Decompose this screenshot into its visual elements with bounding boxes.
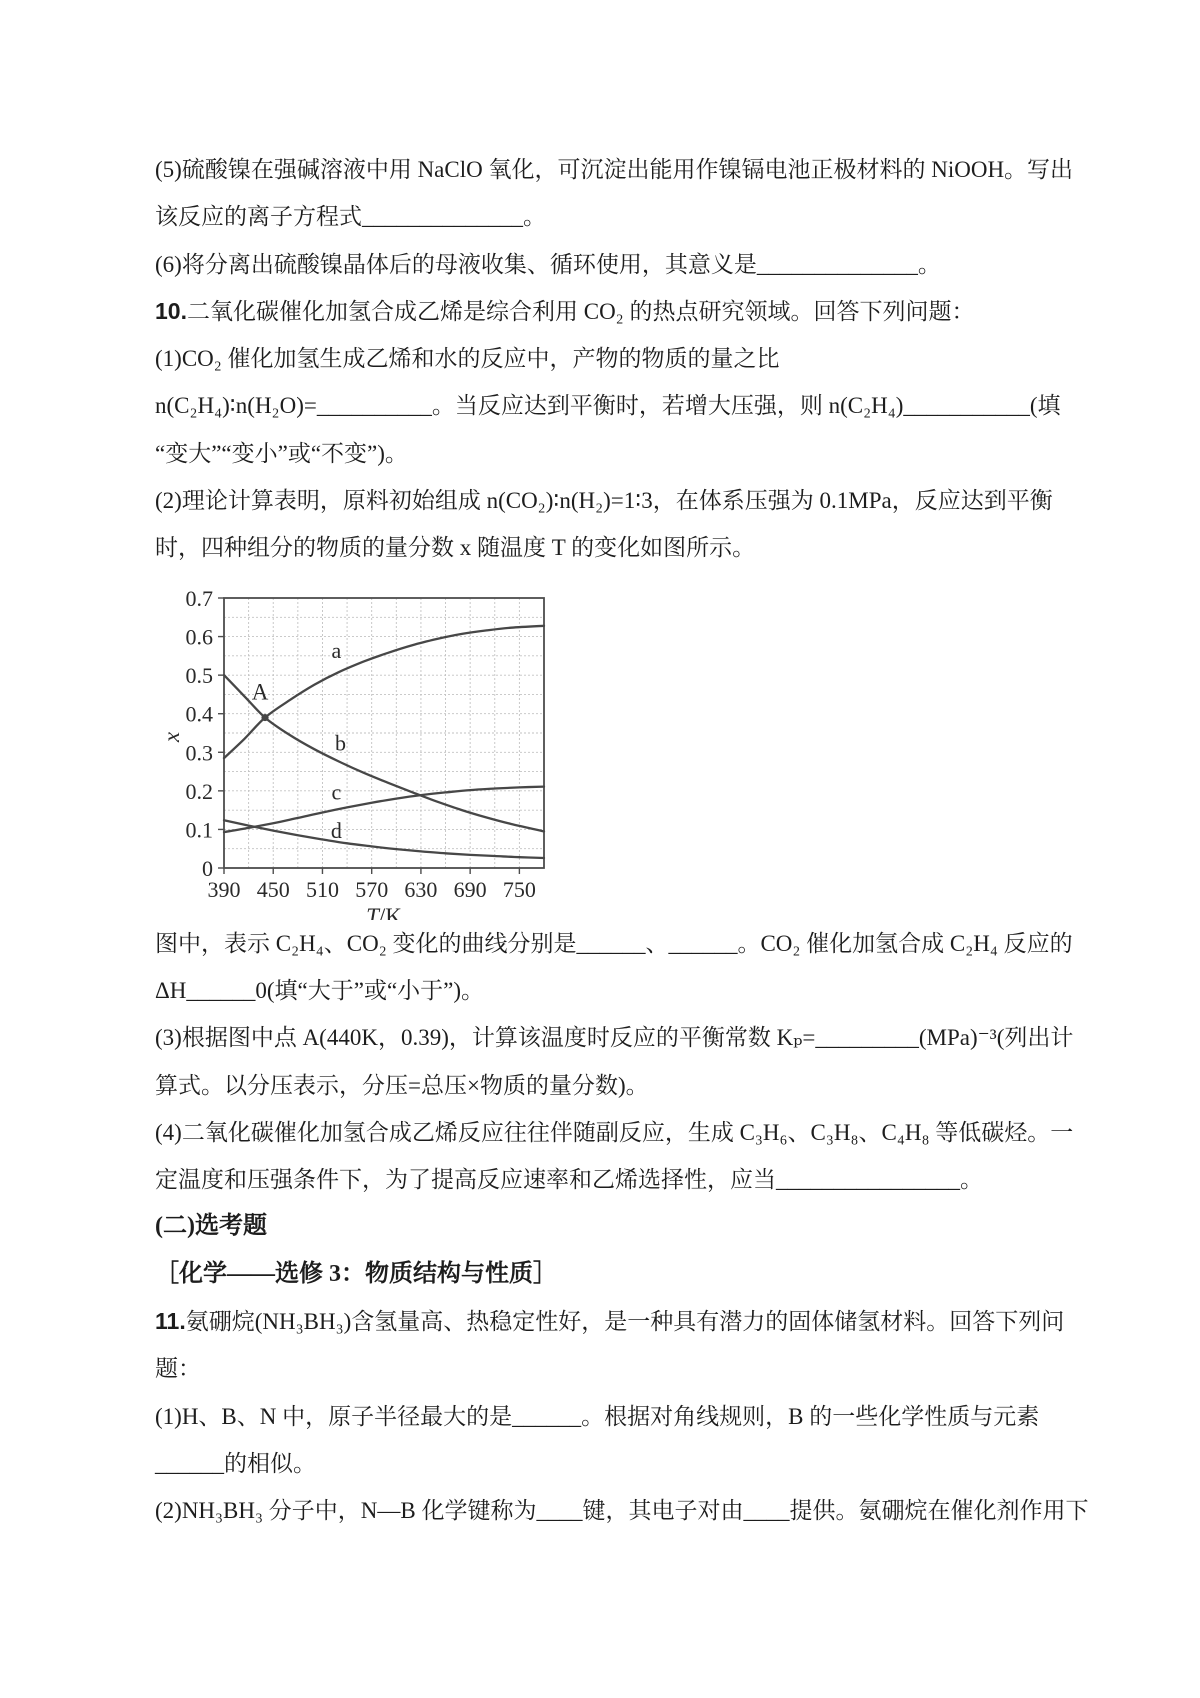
x-tick-label: 390 [207, 876, 241, 902]
y-tick-label: 0.1 [185, 817, 213, 843]
line-text: (2)理论计算表明，原料初始组成 n(CO₂)∶n(H₂)=1∶3，在体系压强为 0.1MPa，反应达到平衡 [155, 488, 1053, 514]
q10-part1-line1 [155, 335, 1160, 382]
q9-part5-line1 [155, 146, 1160, 193]
line-text: n(C₂H₄)∶n(H₂O)=__________。当反应达到平衡时，若增大压强，则 n(C₂H₄)___________(填 [155, 393, 1061, 419]
section-heading [155, 1203, 1160, 1250]
line-text: (3)根据图中点 A(440K，0.39)，计算该温度时反应的平衡常数 Kₚ=_________(MPa)⁻³(列出计 [155, 1025, 1074, 1051]
chart-svg [159, 572, 579, 920]
line-text: (1)CO₂ 催化加氢生成乙烯和水的反应中，产物的物质的量之比 [155, 346, 780, 372]
line-text: (1)H、B、N 中，原子半径最大的是______。根据对角线规则，B 的一些化学性质与元素 [155, 1403, 1040, 1429]
q10-part2-line3 [155, 920, 1160, 967]
line-text: (二)选考题 [155, 1213, 267, 1240]
curve-d [224, 817, 544, 858]
q10-part1-line2 [155, 382, 1160, 429]
q10-part4-line1 [155, 1109, 1160, 1156]
line-text: (4)二氧化碳催化加氢合成乙烯反应往往伴随副反应，生成 C₃H₆、C₃H₈、C₄H₈ 等低碳烃。一 [155, 1119, 1074, 1145]
q10-part3-line2 [155, 1062, 1160, 1109]
line-text: ［化学——选修 3：物质结构与性质］ [155, 1260, 557, 1287]
line-text: ΔH______0(填“大于”或“小于”)。 [155, 977, 485, 1003]
x-axis-label: T/K [366, 903, 402, 920]
curve-label-a: a [331, 637, 342, 663]
q11-stem-line2 [155, 1345, 1160, 1392]
q10-part3-line1 [155, 1014, 1160, 1061]
curve-label-d: d [330, 817, 342, 843]
y-axis-label: x [159, 731, 184, 742]
point-A-label: A [251, 679, 269, 705]
q9-part5-line2 [155, 193, 1160, 240]
y-tick-label: 0.3 [185, 739, 213, 765]
q10-part4-line2 [155, 1156, 1160, 1203]
line-text: 时，四种组分的物质的量分数 x 随温度 T 的变化如图所示。 [155, 535, 756, 561]
x-tick-label: 570 [355, 876, 389, 902]
curve-c [224, 786, 544, 832]
line-text: 该反应的离子方程式______________。 [155, 204, 546, 230]
curve-label-c: c [331, 779, 342, 805]
line-text: 二氧化碳催化加氢合成乙烯是综合利用 CO₂ 的热点研究领域。回答下列问题： [186, 298, 975, 324]
q11-part1-line2 [155, 1440, 1160, 1487]
q10-part2-line4 [155, 967, 1160, 1014]
question-number: 10. [155, 297, 187, 324]
equilibrium-fraction-chart [155, 572, 1160, 920]
q10-part2-line2 [155, 524, 1160, 571]
chart-grid [224, 598, 544, 868]
curve-a [224, 625, 544, 757]
curve-b [224, 675, 544, 831]
point-A-marker [261, 714, 268, 721]
y-tick-label: 0.6 [185, 624, 213, 650]
x-tick-label: 630 [404, 876, 438, 902]
x-tick-label: 510 [305, 876, 339, 902]
q11-stem-line1 [155, 1298, 1160, 1345]
y-tick-label: 0 [202, 855, 213, 881]
line-text: 图中，表示 C₂H₄、CO₂ 变化的曲线分别是______、______。CO₂ 催化加氢合成 C₂H₄ 反应的 [155, 930, 1073, 956]
line-text: (2)NH₃BH₃ 分子中，N—B 化学键称为____键，其电子对由____提供。氨硼烷在催化剂作用下 [155, 1498, 1089, 1524]
q10-stem [155, 288, 1160, 335]
q9-part6 [155, 241, 1160, 288]
q11-part2 [155, 1487, 1160, 1534]
curve-label-b: b [335, 730, 347, 756]
module-heading [155, 1251, 1160, 1298]
document-body [155, 146, 1160, 1535]
x-tick-label: 450 [256, 876, 290, 902]
q10-part1-line3 [155, 430, 1160, 477]
y-tick-label: 0.7 [185, 585, 213, 611]
line-text: 氨硼烷(NH₃BH₃)含氢量高、热稳定性好，是一种具有潜力的固体储氢材料。回答下列问 [185, 1309, 1065, 1335]
line-text: (6)将分离出硫酸镍晶体后的母液收集、循环使用，其意义是______________。 [155, 251, 941, 277]
line-text: ______的相似。 [155, 1450, 316, 1476]
y-tick-label: 0.5 [185, 662, 213, 688]
q11-part1-line1 [155, 1393, 1160, 1440]
line-text: 定温度和压强条件下，为了提高反应速率和乙烯选择性，应当________________。 [155, 1167, 983, 1193]
line-text: 题： [155, 1356, 201, 1382]
line-text: “变大”“变小”或“不变”)。 [155, 440, 408, 466]
line-text: (5)硫酸镍在强碱溶液中用 NaClO 氧化，可沉淀出能用作镍镉电池正极材料的 NiOOH。写出 [155, 157, 1074, 182]
axis-ticks [218, 598, 519, 874]
x-tick-label: 690 [453, 876, 487, 902]
x-tick-label: 750 [502, 876, 536, 902]
question-number: 11. [155, 1308, 186, 1335]
line-text: 算式。以分压表示，分压=总压×物质的量分数)。 [155, 1072, 649, 1098]
q10-part2-line1 [155, 477, 1160, 524]
y-tick-label: 0.2 [185, 778, 213, 804]
y-tick-label: 0.4 [185, 701, 213, 727]
